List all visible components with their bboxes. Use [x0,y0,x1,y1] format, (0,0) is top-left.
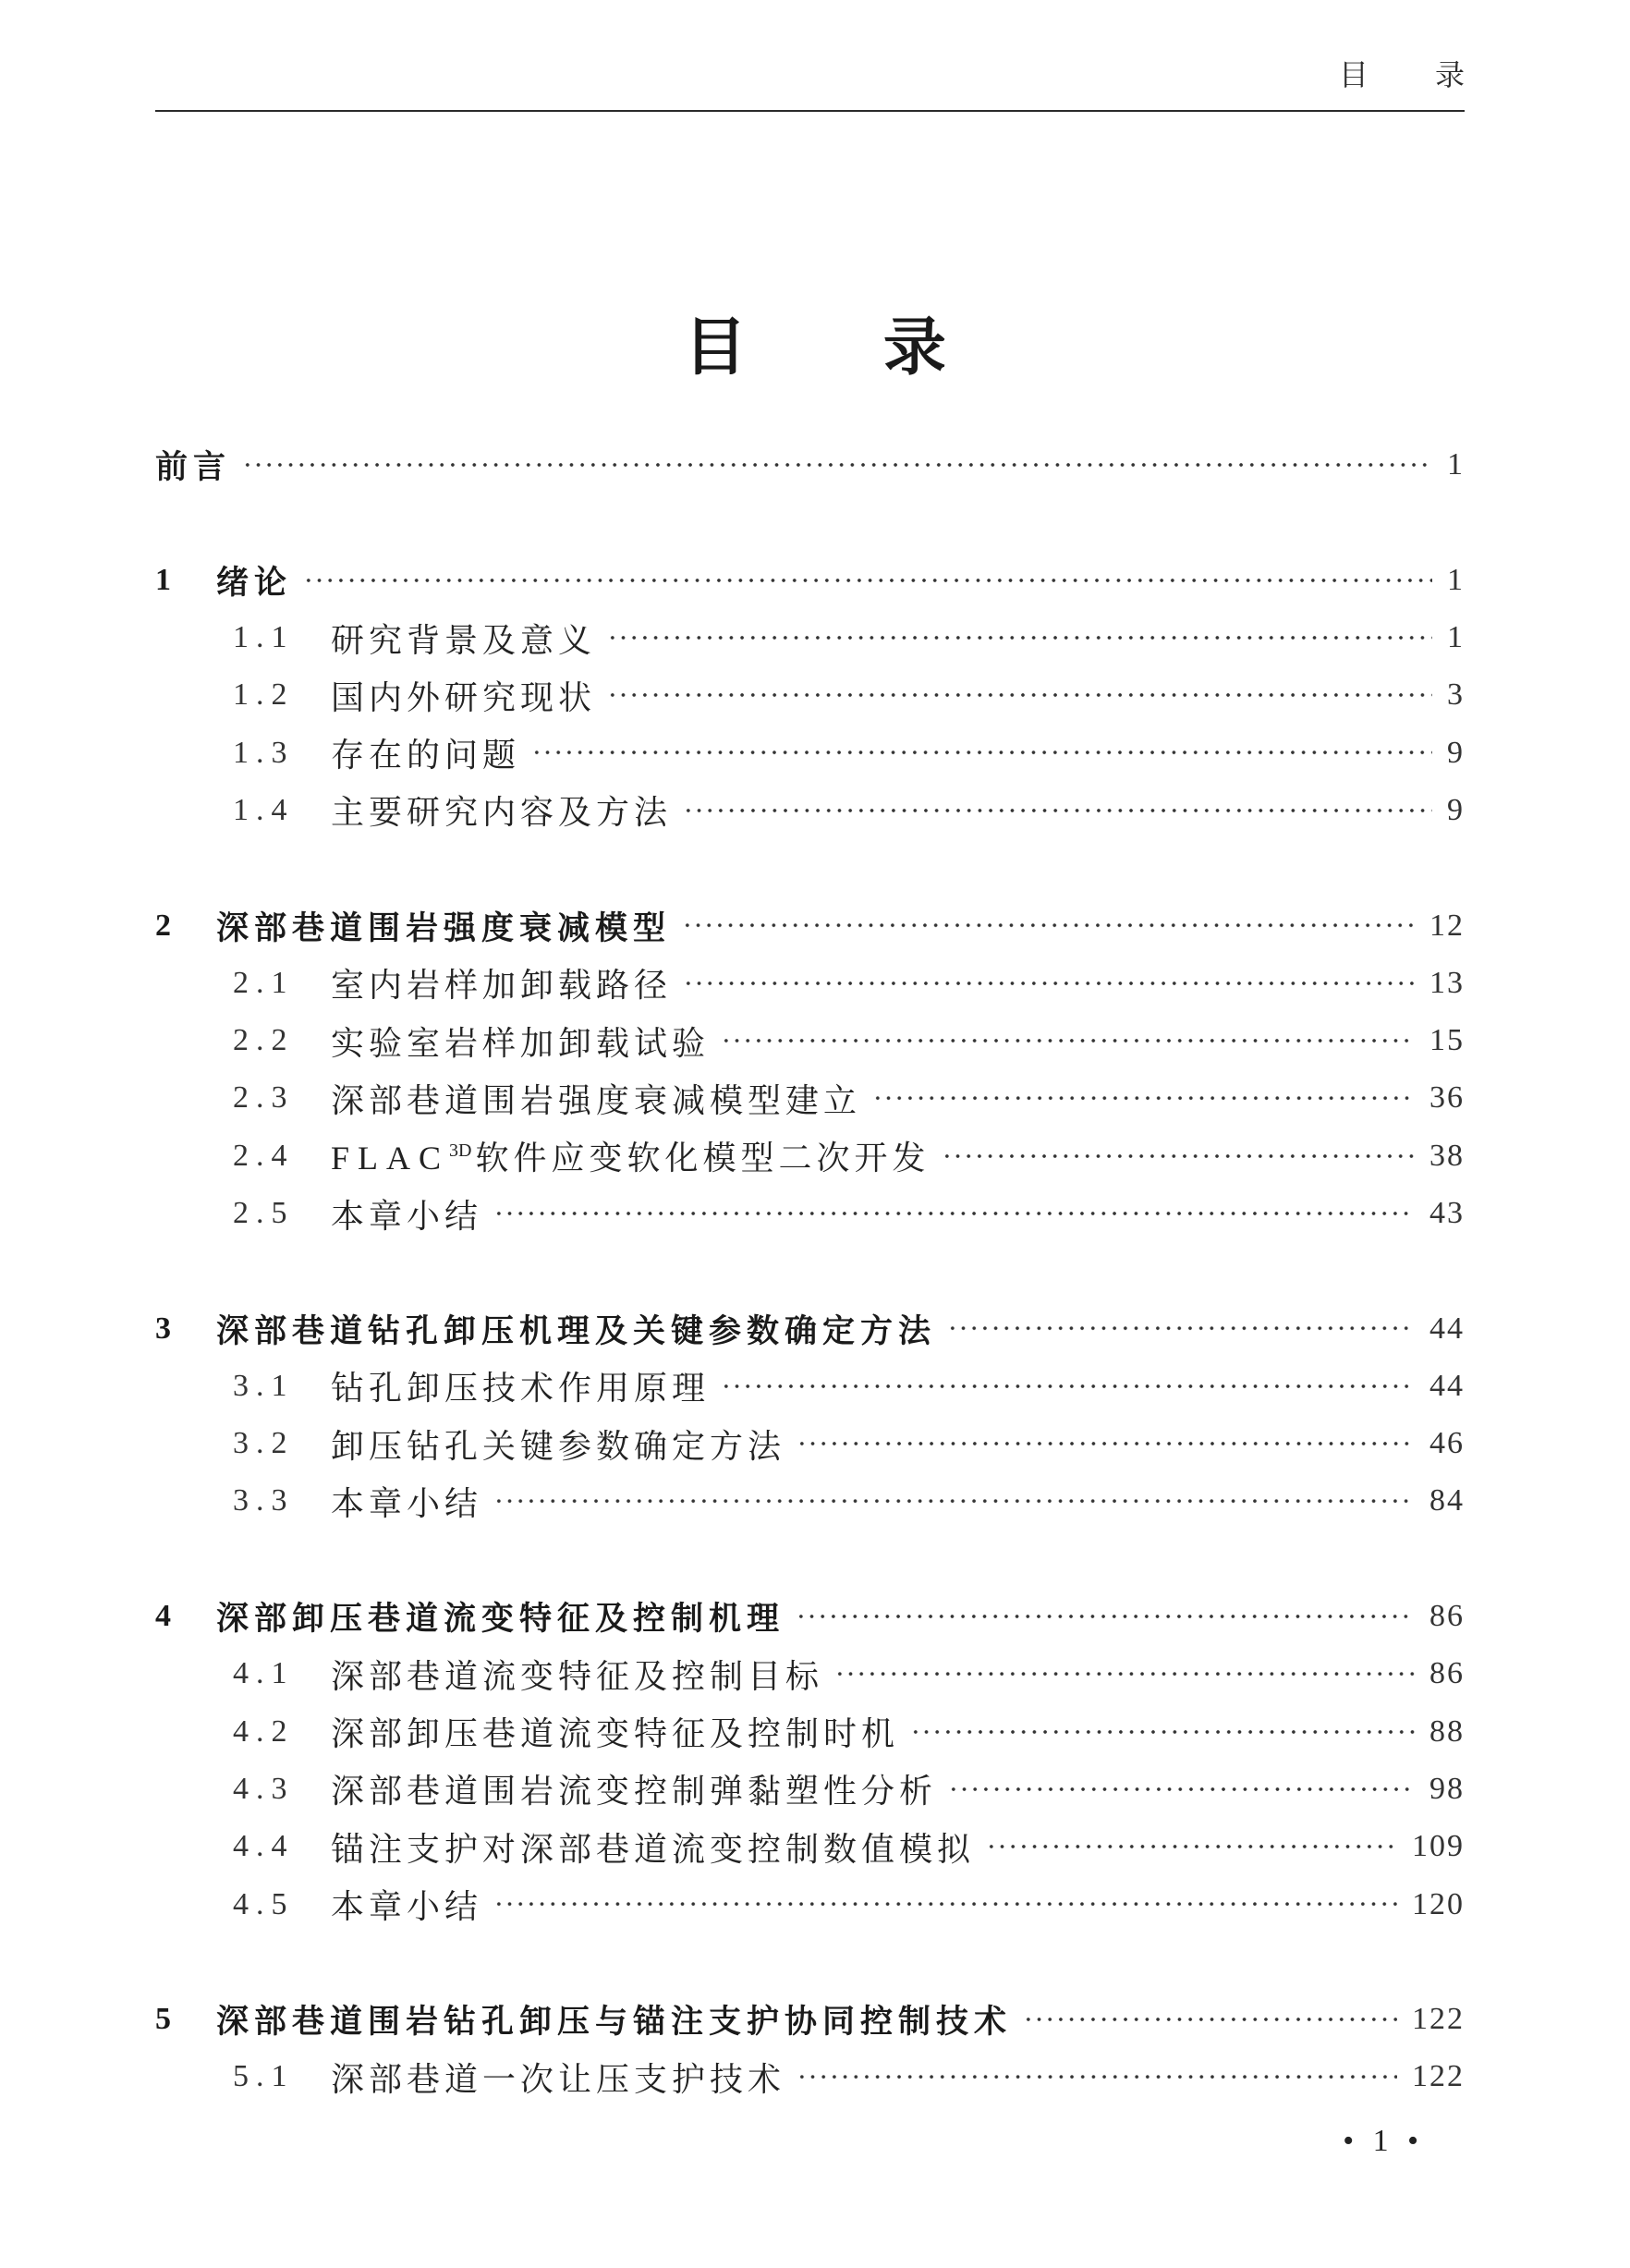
chapter-title: 深部巷道围岩钻孔卸压与锚注支护协同控制技术 [216,2004,1013,2042]
section-number: 4.3 [233,1771,295,1806]
section-row [155,1069,1465,1127]
chapter-title: 深部巷道围岩强度衰减模型 [216,909,672,947]
section-row [155,1472,1465,1530]
page-number: 88 [1429,1713,1465,1749]
section-number: 2.4 [233,1138,295,1173]
section-row [155,1703,1465,1761]
section-row [155,724,1465,781]
page-number: 1 [1447,447,1465,482]
page-number: 15 [1429,1023,1465,1058]
chapter-row [155,896,1465,954]
dot-leader [986,1818,1397,1875]
page-number: 46 [1429,1426,1465,1461]
dot-leader [947,1299,1415,1357]
dot-leader [797,1415,1415,1472]
section-number: 1.2 [233,677,295,713]
chapter-row [155,1991,1465,2048]
section-number: 2.2 [233,1023,295,1058]
section-title [331,1132,931,1179]
section-number: 4.2 [233,1713,295,1749]
chapter-group [155,1299,1465,1530]
section-number: 3.1 [233,1368,295,1403]
chapter-row [155,1588,1465,1645]
preface-title: 前言 [155,449,232,487]
section-title: 主要研究内容及方法 [331,794,673,833]
chapter-title: 绪论 [216,564,293,602]
chapter-group [155,896,1465,1242]
page-number: 13 [1429,965,1465,1000]
dot-leader [942,1128,1416,1185]
section-row [155,1875,1465,1933]
header-rule [155,110,1465,112]
page-number: 9 [1447,792,1465,827]
page-number: 98 [1429,1771,1465,1806]
chapter-title: 深部卸压巷道流变特征及控制机理 [216,1601,785,1639]
chapter-group [155,552,1465,839]
section-title: 钻孔卸压技术作用原理 [331,1370,711,1408]
section-number: 4.4 [233,1829,295,1864]
section-title: 研究背景及意义 [331,621,597,660]
chapter-number: 5 [155,2002,171,2037]
dot-leader [607,609,1432,666]
section-title: 本章小结 [331,1484,483,1523]
section-title: 本章小结 [331,1197,483,1236]
page-number: 122 [1412,2002,1465,2037]
chapter-number: 3 [155,1311,171,1346]
chapter-number: 2 [155,908,171,943]
section-number: 2.3 [233,1080,295,1116]
section-title: 深部巷道一次让压支护技术 [331,2060,786,2099]
dot-leader [682,896,1415,954]
section-title: 深部巷道流变特征及控制目标 [331,1657,824,1696]
section-title: 实验室岩样加卸载试验 [331,1024,711,1063]
page-number: 3 [1447,677,1465,713]
dot-leader [493,1875,1397,1933]
dot-leader [948,1761,1415,1818]
section-title: 室内岩样加卸载路径 [331,967,673,1006]
section-row [155,1185,1465,1242]
dot-leader [796,1588,1415,1645]
section-title-superscript: 3D [449,1140,472,1162]
section-row [155,1358,1465,1415]
dot-leader [1023,1991,1397,2048]
section-number: 3.3 [233,1483,295,1518]
section-number: 4.1 [233,1656,295,1691]
section-row [155,1415,1465,1472]
dot-leader [531,724,1432,781]
page-number: 12 [1429,908,1465,943]
preface-group [155,436,1465,494]
dot-leader [683,782,1432,839]
toc-row-preface [155,436,1465,494]
section-row [155,666,1465,724]
section-title: 深部巷道围岩流变控制弹黏塑性分析 [331,1773,938,1811]
section-row [155,1012,1465,1069]
page-number: 38 [1429,1138,1465,1173]
page-title: 目 录 [684,311,946,384]
section-row [155,1761,1465,1818]
page-number: 1 [1447,562,1465,597]
chapter-row [155,552,1465,609]
page-number: 86 [1429,1656,1465,1691]
section-row [155,1818,1465,1875]
section-row [155,955,1465,1012]
dot-leader [242,436,1432,494]
running-header-title: 目 录 [1338,57,1465,92]
section-number: 2.1 [233,965,295,1000]
dot-leader [721,1358,1415,1415]
dot-leader [721,1012,1415,1069]
section-title: 深部巷道围岩强度衰减模型建立 [331,1081,862,1120]
dot-leader [493,1185,1415,1242]
chapter-group [155,1991,1465,2106]
page-number: 44 [1429,1311,1465,1346]
page-number: 44 [1429,1368,1465,1403]
dot-leader [910,1703,1415,1761]
dot-leader [607,666,1432,724]
section-number: 1.4 [233,792,295,827]
section-number: 1.1 [233,620,295,655]
section-row [155,1645,1465,1702]
page-number: 84 [1429,1483,1465,1518]
section-title: 国内外研究现状 [331,678,597,717]
section-number: 3.2 [233,1426,295,1461]
section-title: 锚注支护对深部巷道流变控制数值模拟 [331,1830,976,1869]
page-number: 9 [1447,735,1465,770]
section-row [155,1128,1465,1185]
table-of-contents [155,436,1465,2106]
section-number: 2.5 [233,1196,295,1230]
dot-leader [683,955,1415,1012]
section-number: 1.3 [233,735,295,770]
section-title: 深部卸压巷道流变特征及控制时机 [331,1715,900,1754]
dot-leader [493,1472,1415,1530]
section-title-prefix: FLAC [331,1140,450,1177]
chapter-number: 4 [155,1599,171,1634]
page-number: 120 [1412,1886,1465,1921]
dot-leader [872,1069,1415,1127]
page-number: 1 [1447,620,1465,655]
section-title: 卸压钻孔关键参数确定方法 [331,1427,786,1466]
section-number: 5.1 [233,2059,295,2094]
page-number: 86 [1429,1599,1465,1634]
section-row [155,2048,1465,2105]
dot-leader [797,2048,1397,2105]
section-row [155,782,1465,839]
section-row [155,609,1465,666]
section-title: 存在的问题 [331,737,521,775]
page-number: 109 [1412,1829,1465,1864]
page-number: 43 [1429,1196,1465,1230]
page-number: 36 [1429,1080,1465,1116]
section-title: 本章小结 [331,1888,483,1927]
chapter-group [155,1588,1465,1933]
section-title-suffix: 软件应变软化模型二次开发 [475,1140,931,1178]
page-number-footer: • 1 • [1343,2124,1424,2158]
chapter-number: 1 [155,562,171,597]
section-number: 4.5 [233,1886,295,1921]
chapter-row [155,1299,1465,1357]
dot-leader [303,552,1432,609]
dot-leader [834,1645,1415,1702]
page-number: 122 [1412,2059,1465,2094]
chapter-title: 深部巷道钻孔卸压机理及关键参数确定方法 [216,1312,937,1350]
